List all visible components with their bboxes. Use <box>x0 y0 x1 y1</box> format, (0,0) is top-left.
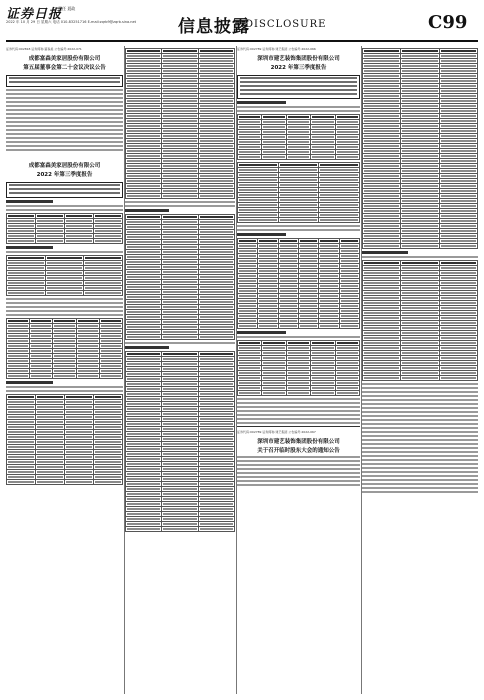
income-statement-table <box>362 260 478 381</box>
column-1 <box>6 46 123 694</box>
shareholder-table <box>237 238 360 329</box>
notice-body <box>362 251 478 258</box>
notice-body <box>6 246 123 253</box>
balance-sheet-table <box>362 48 478 249</box>
notice-code: 证券代码:002789 证券简称:建艺集团 公告编号:2022-066 <box>237 47 316 51</box>
balance-sheet-table <box>125 48 235 199</box>
notice-body <box>237 398 360 424</box>
column-4 <box>362 46 478 694</box>
notice-title: 第五届董事会第二十会议决议公告 <box>23 65 106 71</box>
notice-code: 证券代码:002818 证券简称:富森美 公告编号:2022-071 <box>6 47 82 51</box>
financial-table <box>6 394 123 485</box>
non-recurring-table <box>237 162 360 223</box>
shareholder-table <box>6 318 123 379</box>
column-3 <box>237 46 360 694</box>
column-2 <box>125 46 235 694</box>
editor-tagline: 责任 聂政 <box>58 6 76 11</box>
notice-company: 成都富森美家居股份有限公司 <box>28 163 101 169</box>
cash-flow-table <box>125 351 235 532</box>
notice-body <box>125 201 235 212</box>
notice-header <box>6 46 123 73</box>
notice-body <box>237 456 360 486</box>
notice-body <box>362 383 478 493</box>
notice-company: 深圳市建艺装饰集团股份有限公司 <box>257 56 340 62</box>
notice-title: 2022 年第三季度报告 <box>36 172 93 178</box>
notice-body <box>237 101 360 112</box>
masthead-rule <box>6 40 478 42</box>
notice-body <box>6 381 123 392</box>
notice-body <box>125 342 235 349</box>
income-statement-table <box>125 214 235 340</box>
notice-body <box>6 298 123 316</box>
notice-company: 成都富森美家居股份有限公司 <box>28 56 101 62</box>
notice-body <box>237 225 360 236</box>
financial-table <box>237 340 360 396</box>
notice-title: 关于召开临时股东大会的通知公告 <box>257 448 340 454</box>
notice-company: 深圳市建艺装饰集团股份有限公司 <box>257 439 340 445</box>
page-number: C99 <box>428 12 468 33</box>
section-title: 信息披露 <box>178 17 250 37</box>
masthead <box>0 0 484 44</box>
disclaimer-box <box>6 75 123 87</box>
financial-table <box>6 255 123 296</box>
notice-body <box>6 200 123 211</box>
notice-body <box>237 331 360 338</box>
disclaimer-box <box>6 182 123 198</box>
disclaimer-box <box>237 75 360 99</box>
notice-header <box>6 157 123 180</box>
issue-info: 2022 年 10 月 29 日 星期六 电话 010-83251716 E-mail:zqrb9@zqrb.sina.net <box>6 20 137 24</box>
notice-header <box>237 429 360 456</box>
financial-table <box>6 213 123 244</box>
notice-header <box>237 46 360 73</box>
notice-title: 2022 年第三季度报告 <box>270 65 327 71</box>
section-subtitle: DISCLOSURE <box>245 19 327 30</box>
key-figures-table <box>237 114 360 160</box>
notice-divider <box>237 426 360 427</box>
notice-body <box>6 89 123 151</box>
notice-code: 证券代码:002789 证券简称:建艺集团 公告编号:2022-067 <box>237 430 316 434</box>
newspaper-logo: 证券日报 <box>6 7 63 22</box>
